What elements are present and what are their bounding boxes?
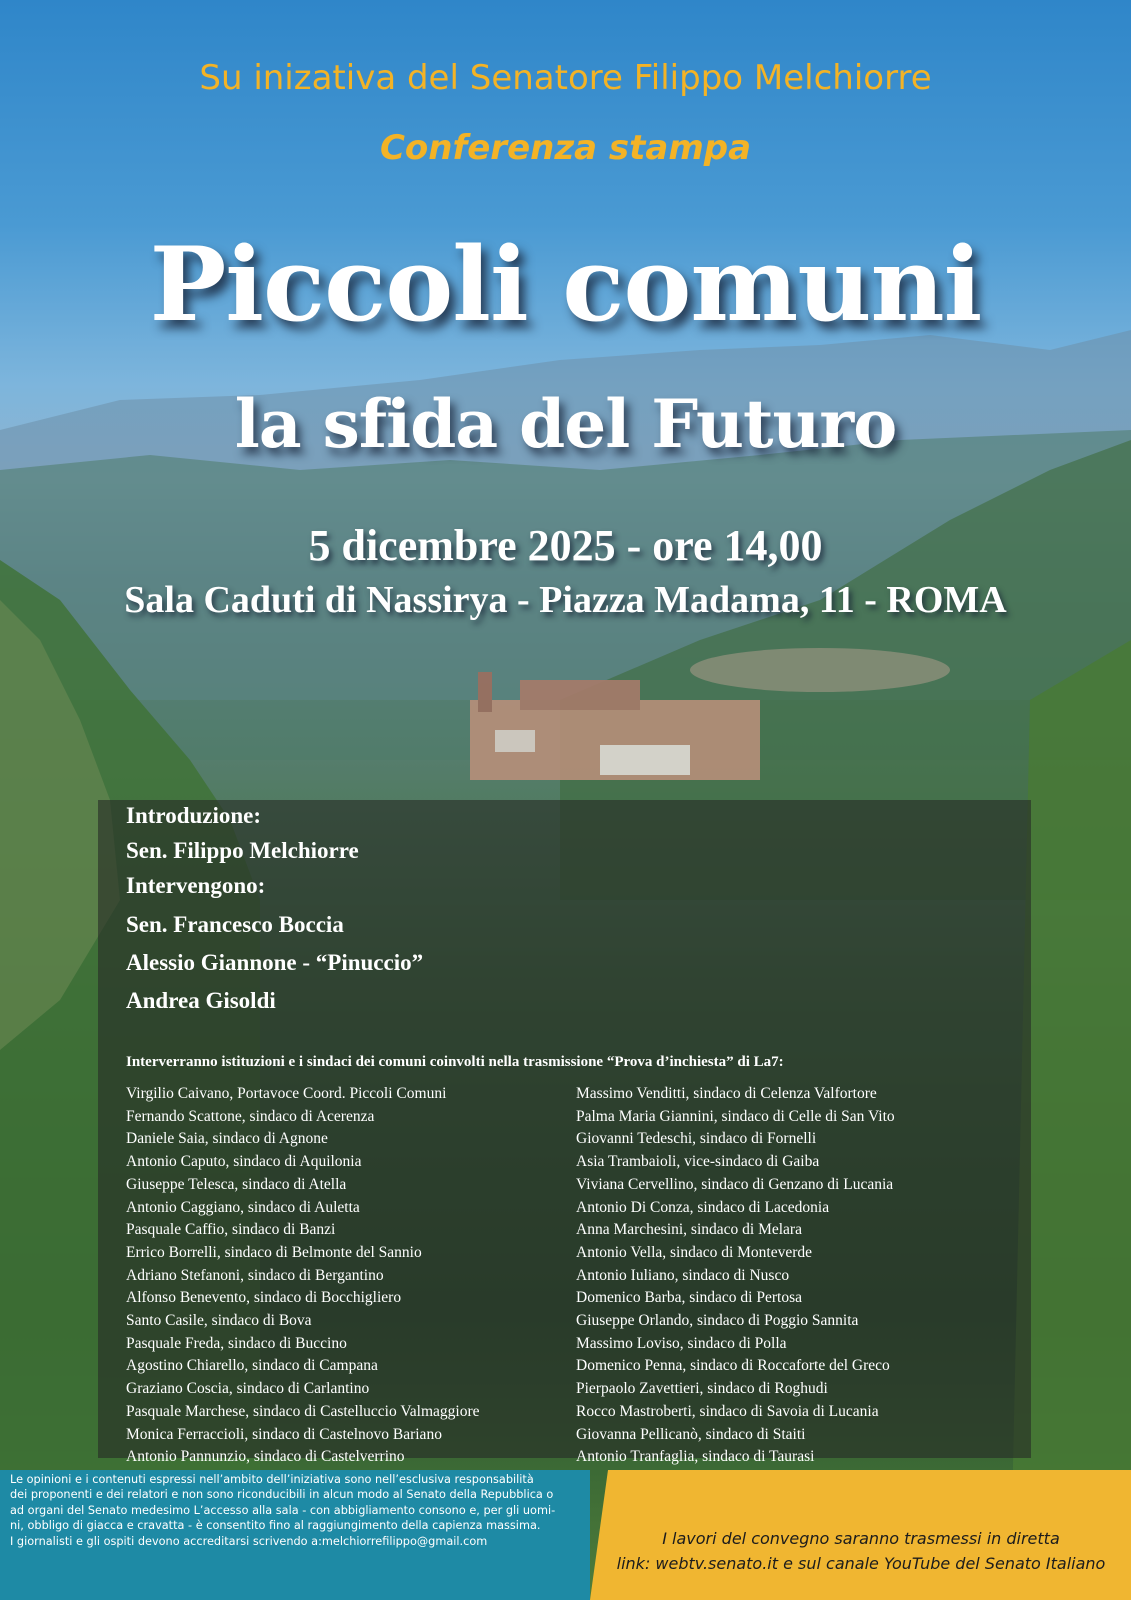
list-item: Giovanna Pellicanò, sindaco di Staiti — [576, 1425, 806, 1443]
list-item: Pasquale Caffio, sindaco di Banzi — [126, 1221, 336, 1239]
list-item: Pierpaolo Zavettieri, sindaco di Roghudi — [576, 1380, 828, 1398]
list-item: Antonio Vella, sindaco di Monteverde — [576, 1243, 813, 1261]
list-item: Massimo Venditti, sindaco di Celenza Valfortore — [576, 1085, 877, 1102]
participants-list-left — [126, 1083, 480, 1469]
list-item: Rocco Mastroberti, sindaco di Savoia di Lucania — [576, 1402, 879, 1420]
list-item: Anna Marchesini, sindaco di Melara — [576, 1221, 802, 1239]
list-item: Agostino Chiarello, sindaco di Campana — [126, 1357, 378, 1375]
list-item: Pasquale Marchese, sindaco di Castelluccio Valmaggiore — [126, 1402, 480, 1420]
list-item: Adriano Stefanoni, sindaco di Bergantino — [126, 1266, 384, 1284]
list-item: Virgilio Caivano, Portavoce Coord. Piccoli Comuni — [126, 1085, 447, 1102]
list-item: Antonio Tranfaglia, sindaco di Taurasi — [576, 1448, 815, 1466]
speaker: Andrea Gisoldi — [126, 988, 276, 1013]
list-item: Giuseppe Orlando, sindaco di Poggio Sannita — [576, 1312, 859, 1330]
list-item: Giuseppe Telesca, sindaco di Atella — [126, 1175, 347, 1193]
speakers-label: Intervengono: — [126, 873, 266, 898]
intro-speaker: Sen. Filippo Melchiorre — [126, 838, 359, 863]
event-type: Conferenza stampa — [379, 128, 752, 168]
list-item: Alfonso Benevento, sindaco di Bocchigliero — [126, 1289, 402, 1307]
participants-intro: Interverranno istituzioni e i sindaci dei comuni coinvolti nella trasmissione “Prova d’inchiesta” di La7: — [126, 1054, 784, 1070]
event-date: 5 dicembre 2025 - ore 14,00 — [308, 521, 823, 570]
list-item: Pasquale Freda, sindaco di Buccino — [126, 1334, 347, 1352]
list-item: Antonio Caggiano, sindaco di Auletta — [126, 1198, 360, 1216]
list-item: Palma Maria Giannini, sindaco di Celle di San Vito — [576, 1107, 895, 1125]
list-item: Santo Casile, sindaco di Bova — [126, 1312, 312, 1330]
disclaimer-line: ad organi del Senato medesimo L’accesso alla sala - con abbigliamento consono e, per gli uomi- — [10, 1503, 556, 1517]
event-venue: Sala Caduti di Nassirya - Piazza Madama, 11 - ROMA — [124, 579, 1007, 621]
list-item: Domenico Barba, sindaco di Pertosa — [576, 1289, 802, 1307]
initiative-line: Su inizativa del Senatore Filippo Melchiorre — [199, 58, 932, 98]
list-item: Monica Ferraccioli, sindaco di Castelnovo Bariano — [126, 1425, 442, 1443]
broadcast-line: I lavori del convegno saranno trasmessi in diretta — [662, 1529, 1060, 1548]
list-item: Domenico Penna, sindaco di Roccaforte del Greco — [576, 1357, 890, 1375]
list-item: Antonio Di Conza, sindaco di Lacedonia — [576, 1198, 830, 1216]
list-item: Graziano Coscia, sindaco di Carlantino — [126, 1380, 370, 1398]
poster-title: Piccoli comuni — [149, 225, 982, 345]
list-item: Fernando Scattone, sindaco di Acerenza — [126, 1107, 375, 1125]
broadcast-line: link: webtv.senato.it e sul canale YouTube del Senato Italiano — [616, 1554, 1106, 1573]
disclaimer-line: Le opinioni e i contenuti espressi nell’ambito dell’iniziativa sono nell’esclusiva responsabilità — [10, 1473, 534, 1486]
speaker: Sen. Francesco Boccia — [126, 912, 344, 937]
list-item: Errico Borrelli, sindaco di Belmonte del Sannio — [126, 1243, 422, 1261]
broadcast-text — [596, 1526, 1126, 1576]
participants-list-right — [576, 1083, 895, 1469]
poster-subtitle: la sfida del Futuro — [234, 385, 897, 463]
list-item: Antonio Iuliano, sindaco di Nusco — [576, 1266, 790, 1284]
intro-label: Introduzione: — [126, 803, 262, 828]
disclaimer-line: dei proponenti e dei relatori e non sono riconducibili in alcun modo al Senato della Repubblica o — [10, 1488, 554, 1502]
list-item: Viviana Cervellino, sindaco di Genzano di Lucania — [576, 1175, 894, 1193]
disclaimer-line: I giornalisti e gli ospiti devono accreditarsi scrivendo a:melchiorrefilippo@gmail.com — [10, 1534, 488, 1548]
list-item: Daniele Saia, sindaco di Agnone — [126, 1130, 328, 1148]
speaker: Alessio Giannone - “Pinuccio” — [126, 950, 424, 975]
list-item: Antonio Caputo, sindaco di Aquilonia — [126, 1153, 362, 1171]
list-item: Massimo Loviso, sindaco di Polla — [576, 1334, 787, 1352]
disclaimer-text — [10, 1472, 580, 1549]
disclaimer-line: ni, obbligo di giacca e cravatta - è consentito fino al raggiungimento della capienza massima. — [10, 1519, 541, 1533]
list-item: Giovanni Tedeschi, sindaco di Fornelli — [576, 1130, 817, 1148]
list-item: Asia Trambaioli, vice-sindaco di Gaiba — [576, 1153, 820, 1171]
list-item: Antonio Pannunzio, sindaco di Castelverrino — [126, 1448, 405, 1466]
